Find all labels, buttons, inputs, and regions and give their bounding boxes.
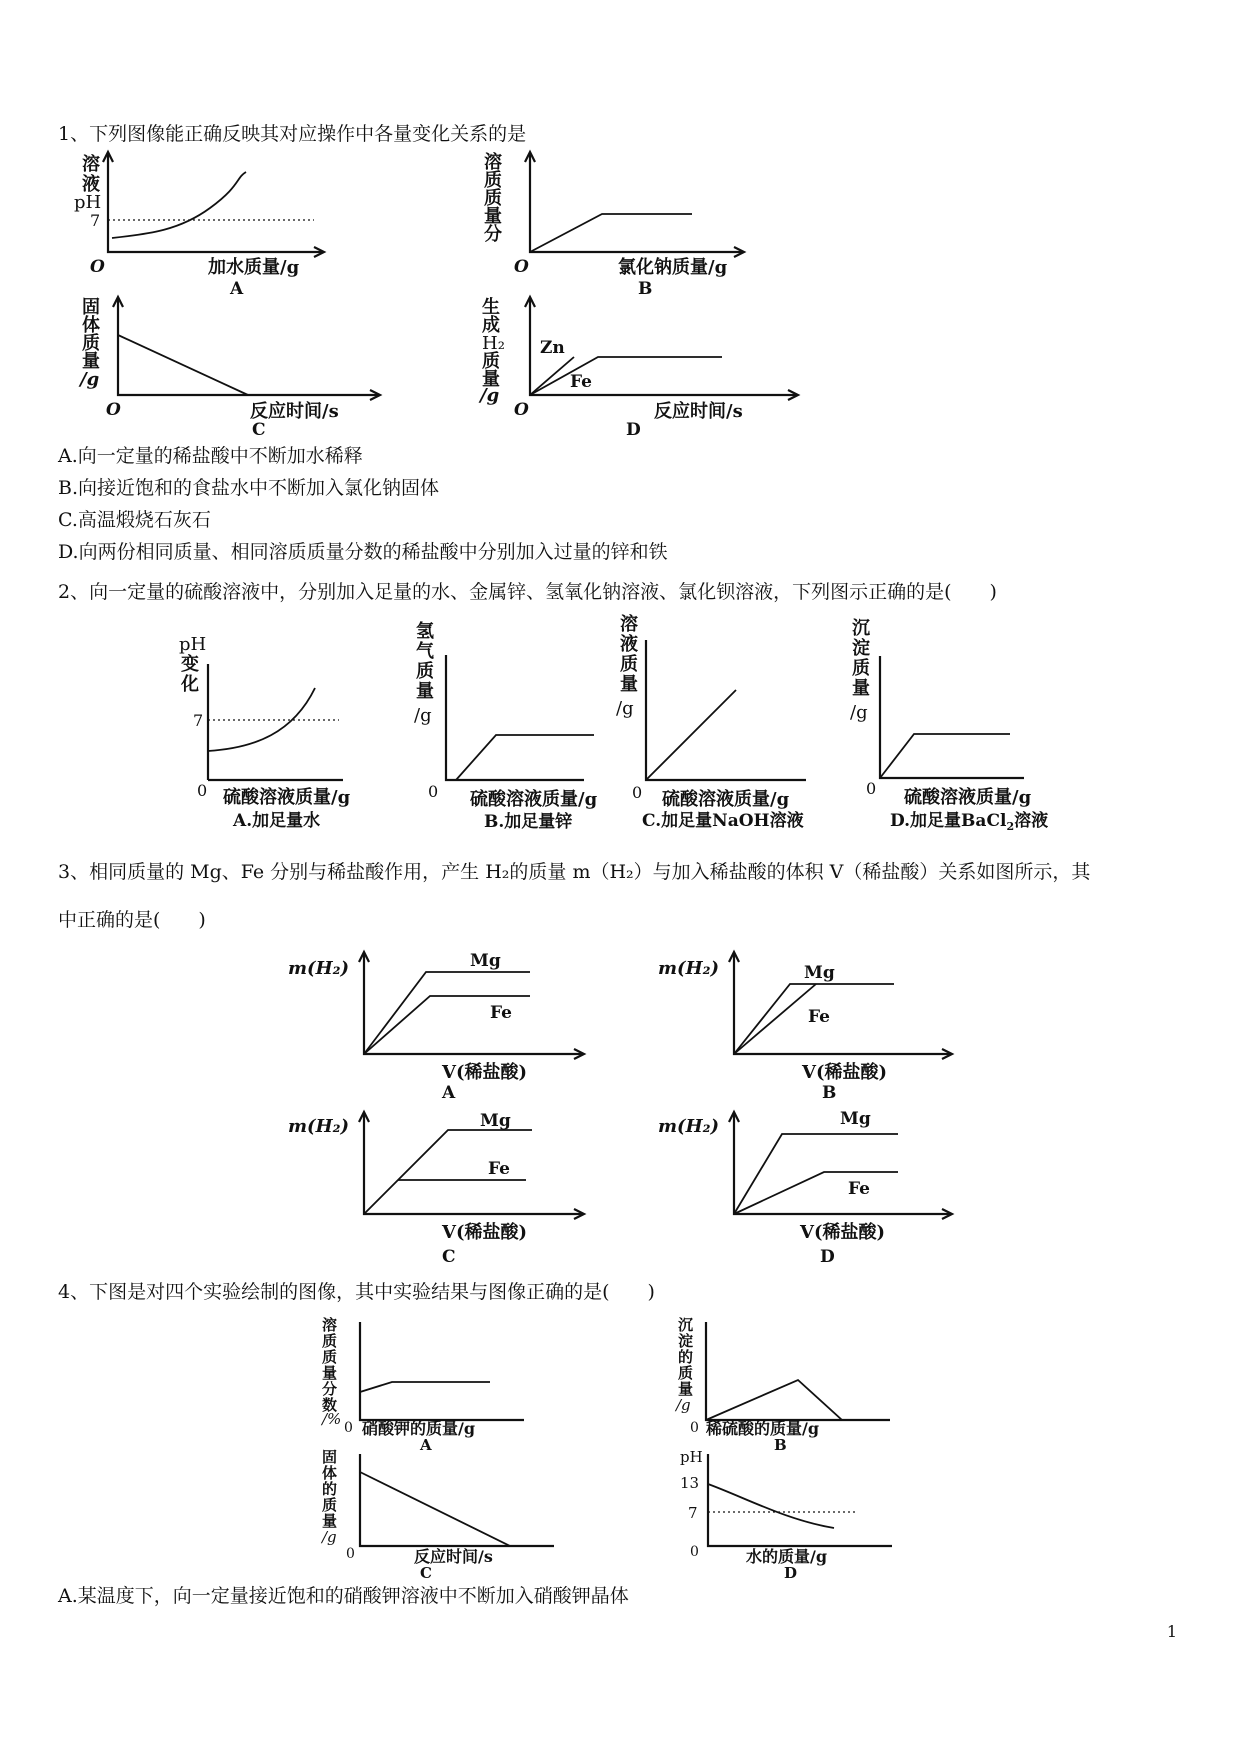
q1-chart-a: [60, 150, 440, 299]
q2c-ylabel-5: /g: [616, 698, 634, 719]
q2b-ylabel-5: /g: [414, 705, 432, 726]
q2c-ylabel-4: 量: [620, 674, 638, 695]
q1d-caption: D: [626, 420, 641, 440]
q2d-curve: [880, 734, 1010, 778]
q1c-caption: C: [252, 420, 266, 440]
q4-stem: 4、下图是对四个实验绘制的图像，其中实验结果与图像正确的是( ): [58, 1281, 655, 1303]
q3d-fe-label: Fe: [848, 1179, 870, 1199]
q1a-curve: [112, 172, 246, 238]
q1a-tick-7: 7: [90, 211, 101, 230]
q2a-zero: 0: [197, 781, 208, 800]
q4d-zero: 0: [690, 1544, 699, 1560]
q4d-tick-13: 13: [680, 1474, 700, 1492]
q2b-ylabel-4: 量: [416, 681, 434, 702]
q2-chart-c: [610, 612, 830, 830]
q1d-series-fe: Fe: [570, 372, 592, 392]
q2b-ylabel-3: 质: [416, 661, 434, 682]
q4d-tick-7: 7: [688, 1504, 698, 1522]
q1b-caption: B: [638, 279, 653, 299]
q2b-caption: B.加足量锌: [484, 812, 573, 832]
q4c-axes: [360, 1454, 554, 1546]
q3c-arrowheads: [359, 1112, 584, 1219]
q3b-xlabel: V(稀盐酸): [802, 1062, 887, 1083]
q3c-xlabel: V(稀盐酸): [442, 1222, 527, 1243]
q4-chart-c: [322, 1448, 592, 1582]
q1d-ylabel-2: 成: [482, 315, 500, 336]
q1d-ylabel-4: 质: [482, 351, 500, 372]
q1b-ylabel-1: 溶: [484, 152, 502, 173]
q3b-fe-line: [734, 984, 816, 1054]
q1c-curve: [118, 335, 248, 395]
q2b-xlabel: 硫酸溶液质量/g: [470, 789, 598, 810]
q2b-ylabel-2: 气: [416, 641, 434, 662]
q2a-caption: A.加足量水: [233, 811, 321, 831]
q1-chart-d: [478, 295, 838, 440]
q1a-xlabel: 加水质量/g: [208, 257, 300, 278]
q3d-ylabel: m(H₂): [658, 1116, 719, 1137]
q1-option-b: B.向接近饱和的食盐水中不断加入氯化钠固体: [58, 477, 440, 499]
q1-option-d: D.向两份相同质量、相同溶质质量分数的稀盐酸中分别加入过量的锌和铁: [58, 541, 668, 563]
q2d-axes: [880, 656, 1024, 778]
q1-chart-c: [60, 295, 440, 440]
q2a-xlabel: 硫酸溶液质量/g: [223, 787, 351, 808]
q3a-ylabel: m(H₂): [288, 958, 349, 979]
q4a-curve: [360, 1382, 490, 1392]
q4a-ylabel-5: 分: [322, 1380, 338, 1398]
q4a-xlabel: 硝酸钾的质量/g: [362, 1419, 476, 1438]
q2-chart-d: [848, 612, 1078, 833]
page-number: 1: [1166, 1622, 1177, 1641]
q1-stem: 1、下列图像能正确反映其对应操作中各量变化关系的是: [58, 123, 527, 145]
q2a-ylabel-2: 变: [181, 654, 199, 675]
q1b-axes: [530, 154, 742, 252]
q1-option-a: A.向一定量的稀盐酸中不断加水稀释: [58, 445, 363, 467]
q3b-axes: [734, 954, 950, 1054]
q2d-zero: 0: [866, 779, 877, 798]
q3c-mg-label: Mg: [480, 1111, 511, 1131]
q2c-ylabel-1: 溶: [620, 614, 638, 635]
q4a-ylabel-7: /%: [322, 1410, 342, 1428]
q4d-xlabel: 水的质量/g: [746, 1547, 828, 1566]
q3d-xlabel: V(稀盐酸): [800, 1222, 885, 1243]
q1c-ylabel-2: 体: [82, 315, 100, 336]
q1d-curve-fe: [530, 357, 722, 395]
q1c-ylabel-4: 量: [82, 351, 100, 372]
q4b-ylabel-3: 的: [678, 1348, 694, 1366]
q4c-zero: 0: [346, 1546, 355, 1562]
q3b-arrowheads: [729, 952, 952, 1059]
q1-option-c: C.高温煅烧石灰石: [58, 509, 211, 531]
q4c-ylabel-6: /g: [322, 1528, 337, 1546]
q1d-curve-zn: [530, 357, 574, 395]
q4b-zero: 0: [690, 1420, 699, 1436]
q2a-ylabel-1: pH: [179, 634, 207, 655]
q4a-ylabel-2: 质: [322, 1332, 338, 1350]
q3-chart-b: [650, 950, 970, 1103]
q4-chart-a: [322, 1316, 592, 1454]
q3d-fe-line: [734, 1172, 898, 1214]
q3b-fe-label: Fe: [808, 1007, 830, 1027]
q1c-axes: [118, 299, 378, 395]
q1d-ylabel-1: 生: [482, 297, 500, 318]
q4c-ylabel-4: 质: [322, 1496, 338, 1514]
q3b-caption: B: [822, 1083, 837, 1103]
q4c-ylabel-5: 量: [322, 1512, 338, 1530]
q1c-xlabel: 反应时间/s: [250, 401, 339, 422]
q4a-caption: A: [420, 1436, 432, 1454]
q2c-axes: [646, 640, 806, 780]
q3a-xlabel: V(稀盐酸): [442, 1062, 527, 1083]
q2d-ylabel-5: /g: [850, 702, 868, 723]
q2d-ylabel-2: 淀: [852, 638, 870, 659]
q2c-xlabel: 硫酸溶液质量/g: [662, 789, 790, 810]
q1b-ylabel-3: 质: [484, 188, 502, 209]
q1c-ylabel-3: 质: [82, 333, 100, 354]
q3c-fe-label: Fe: [488, 1159, 510, 1179]
q4b-curve: [706, 1380, 842, 1420]
q4c-ylabel-2: 体: [322, 1464, 338, 1482]
q4-option-a: A.某温度下，向一定量接近饱和的硝酸钾溶液中不断加入硝酸钾晶体: [58, 1585, 629, 1607]
q1d-ylabel-3: H₂: [482, 333, 505, 354]
q4-chart-b: [666, 1316, 936, 1454]
q3-chart-d: [650, 1110, 970, 1265]
q1c-ylabel-1: 固: [82, 297, 100, 318]
q3c-ylabel: m(H₂): [288, 1116, 349, 1137]
q4c-caption: C: [420, 1564, 432, 1582]
q1-chart-b: [478, 150, 838, 299]
q4d-caption: D: [784, 1564, 798, 1582]
q4b-ylabel-5: 量: [678, 1380, 694, 1398]
q3c-axes: [364, 1114, 582, 1214]
q2d-caption: [890, 810, 1048, 833]
q2d-xlabel: 硫酸溶液质量/g: [904, 787, 1032, 808]
q2b-axes: [446, 655, 584, 780]
q2c-curve: [646, 690, 736, 780]
q4c-ylabel-3: 的: [322, 1480, 338, 1498]
q1d-series-zn: Zn: [540, 338, 565, 358]
q1d-ylabel-5: 量: [482, 369, 500, 390]
q4c-curve: [360, 1472, 510, 1546]
q1a-ylabel-1: 溶: [82, 154, 100, 175]
q2d-ylabel-3: 质: [852, 658, 870, 679]
q2-stem: 2、向一定量的硫酸溶液中，分别加入足量的水、金属锌、氢氧化钠溶液、氯化钡溶液，下列图示正确的是( ): [58, 581, 997, 603]
q2b-zero: 0: [428, 782, 439, 801]
q4-chart-d: [666, 1448, 936, 1582]
q1d-origin: O: [514, 400, 529, 420]
q1b-ylabel-5: 分: [484, 224, 502, 245]
q2-chart-a: [175, 628, 375, 831]
q3-chart-c: [280, 1110, 600, 1265]
q1a-origin: O: [90, 257, 105, 277]
q4b-caption: B: [774, 1436, 787, 1454]
q3c-caption: C: [442, 1247, 456, 1267]
q3a-caption: A: [442, 1083, 456, 1103]
q1c-arrowheads: [113, 297, 380, 400]
q1c-origin: O: [106, 400, 121, 420]
q2c-caption: C.加足量NaOH溶液: [642, 811, 804, 831]
q2d-caption-post: 溶液: [1014, 811, 1049, 831]
q1a-ylabel-3: pH: [74, 192, 102, 213]
q2c-ylabel-2: 液: [620, 634, 638, 655]
q3a-mg-label: Mg: [470, 951, 501, 971]
q1d-arrowheads: [525, 297, 798, 400]
q3b-ylabel: m(H₂): [658, 958, 719, 979]
q4b-ylabel-6: /g: [676, 1396, 691, 1414]
q4d-ylabel: pH: [680, 1448, 703, 1466]
q1b-origin: O: [514, 257, 529, 277]
q2c-ylabel-3: 质: [620, 654, 638, 675]
q1b-arrowheads: [525, 152, 744, 257]
q2d-caption-sub: 2: [1006, 820, 1015, 833]
q1b-ylabel-2: 质: [484, 170, 502, 191]
q3d-mg-label: Mg: [840, 1109, 871, 1129]
q4b-xlabel: 稀硫酸的质量/g: [706, 1419, 820, 1438]
q4a-axes: [360, 1322, 524, 1420]
q4b-ylabel-4: 质: [678, 1364, 694, 1382]
q2d-caption-pre: D.加足量BaCl: [890, 811, 1007, 831]
q4a-ylabel-1: 溶: [322, 1316, 338, 1334]
q1b-curve: [530, 214, 692, 252]
q3a-fe-label: Fe: [490, 1003, 512, 1023]
q2b-curve: [456, 735, 594, 780]
q4a-zero: 0: [344, 1420, 353, 1436]
q1b-ylabel-4: 量: [484, 206, 502, 227]
q4d-curve: [708, 1484, 834, 1528]
q3-chart-a: [280, 950, 600, 1103]
q2a-tick-7: 7: [193, 711, 204, 730]
q2b-ylabel-1: 氢: [416, 621, 434, 642]
q2a-ylabel-3: 化: [181, 674, 199, 695]
q4b-axes: [706, 1322, 890, 1420]
q1a-ylabel-2: 液: [82, 174, 100, 195]
q4b-ylabel-2: 淀: [678, 1332, 694, 1350]
q4c-xlabel: 反应时间/s: [414, 1547, 493, 1566]
q2c-zero: 0: [632, 783, 643, 802]
q3-stem-line1: 3、相同质量的 Mg、Fe 分别与稀盐酸作用，产生 H₂的质量 m（H₂）与加入稀盐酸的体积 V（稀盐酸）关系如图所示，其: [58, 861, 1091, 883]
q1a-axes: [108, 154, 322, 252]
q4a-ylabel-6: 数: [322, 1396, 338, 1414]
q2d-ylabel-1: 沉: [852, 618, 870, 639]
q1d-ylabel-6: /g: [480, 385, 500, 406]
q3-stem-line2: 中正确的是( ): [58, 909, 206, 931]
q2d-ylabel-4: 量: [852, 678, 870, 699]
q3d-caption: D: [820, 1247, 835, 1267]
q4a-ylabel-3: 质: [322, 1348, 338, 1366]
q4c-ylabel-1: 固: [322, 1448, 338, 1466]
q3b-mg-label: Mg: [804, 963, 835, 983]
q2-chart-b: [408, 615, 618, 830]
q4a-ylabel-4: 量: [322, 1364, 338, 1382]
q1a-caption: A: [230, 279, 244, 299]
q1b-xlabel: 氯化钠质量/g: [618, 257, 728, 278]
q4b-ylabel-1: 沉: [678, 1316, 694, 1334]
q1d-xlabel: 反应时间/s: [654, 401, 743, 422]
q1c-ylabel-5: /g: [80, 369, 100, 390]
q4d-axes: [708, 1454, 892, 1546]
